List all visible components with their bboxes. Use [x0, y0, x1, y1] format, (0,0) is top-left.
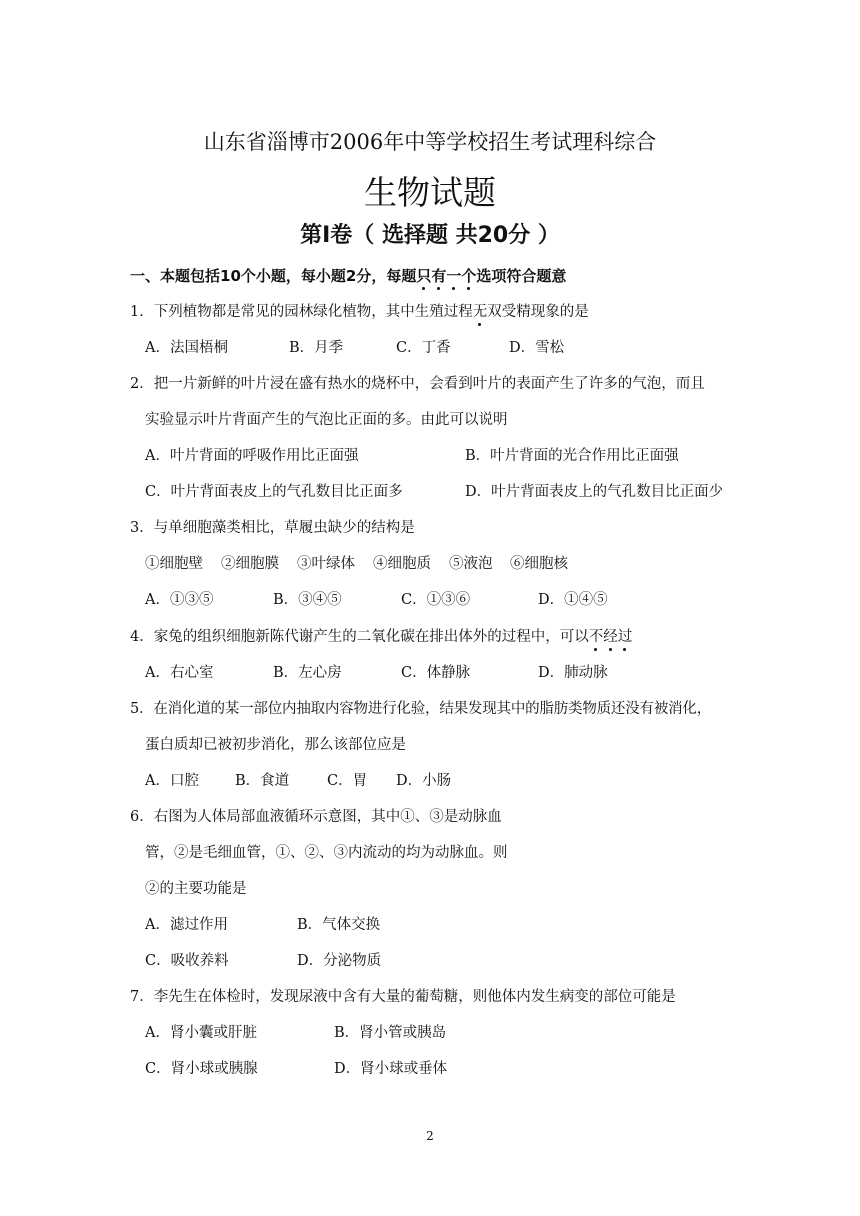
question-7-stem: 7．李先生在体检时，发现尿液中含有大量的葡萄糖，则他体内发生病变的部位可能是: [130, 989, 676, 1005]
q4-option-b: B．左心房: [273, 665, 342, 681]
question-1-stem: [130, 302, 589, 322]
q3-item-5: ⑤液泡: [449, 556, 493, 572]
q1-option-d: D．雪松: [509, 340, 565, 356]
emphasis-char: 有: [431, 267, 447, 285]
question-6-stem-line2: 管，②是毛细血管，①、②、③内流动的均为动脉血。则: [145, 845, 508, 861]
q6-option-b: B．气体交换: [297, 917, 381, 933]
q3-item-4: ④细胞质: [373, 556, 431, 572]
question-4-stem: [130, 627, 632, 647]
q3-item-3: ③叶绿体: [297, 556, 355, 572]
q1-option-a: A．法国梧桐: [145, 340, 228, 356]
section-title: 第Ⅰ卷（ 选择题 共20分 ）: [300, 223, 560, 248]
q3-item-6: ⑥细胞核: [510, 556, 568, 572]
q4-option-c: C．体静脉: [401, 665, 471, 681]
q4-option-d: D．肺动脉: [538, 665, 608, 681]
section-intro: [130, 266, 566, 286]
q3-item-1: ①细胞壁: [145, 556, 203, 572]
question-3-stem: 3．与单细胞藻类相比，草履虫缺少的结构是: [130, 520, 415, 536]
exam-title: 山东省淄博市2006年中等学校招生考试理科综合: [203, 130, 657, 154]
q5-option-d: D．小肠: [396, 773, 452, 789]
emphasis-char: 过: [617, 629, 633, 645]
emphasis-char: 一: [446, 267, 462, 285]
q3-option-c: C．①③⑥: [401, 592, 471, 608]
q7-option-b: B．肾小管或胰岛: [334, 1025, 447, 1041]
q3-option-d: D．①④⑤: [538, 592, 608, 608]
q5-option-b: B．食道: [235, 773, 290, 789]
question-2-stem-line2: 实验显示叶片背面产生的气泡比正面的多。由此可以说明: [145, 412, 508, 428]
q6-option-c: C．吸收养料: [145, 953, 229, 969]
q4-option-a: A．右心室: [145, 665, 214, 681]
q5-option-c: C．胃: [327, 773, 368, 789]
q2-option-b: B．叶片背面的光合作用比正面强: [465, 448, 679, 464]
question-2-stem-line1: 2．把一片新鲜的叶片浸在盛有热水的烧杯中，会看到叶片的表面产生了许多的气泡，而且: [130, 376, 705, 392]
emphasis-char: 经: [603, 629, 618, 645]
q3-option-b: B．③④⑤: [273, 592, 342, 608]
q5-option-a: A．口腔: [145, 773, 199, 789]
q2-option-d: D．叶片背面表皮上的气孔数目比正面少: [465, 484, 724, 500]
stem-text: 1．下列植物都是常见的园林绿化植物，其中生殖过程: [130, 304, 473, 320]
page-number: 2: [426, 1129, 434, 1143]
q1-option-c: C．丁香: [396, 340, 451, 356]
question-5-stem-line2: 蛋白质却已被初步消化，那么该部位应是: [145, 737, 406, 753]
question-6-stem-line3: ②的主要功能是: [145, 881, 247, 897]
q6-option-d: D．分泌物质: [297, 953, 382, 969]
q2-option-a: A．叶片背面的呼吸作用比正面强: [145, 448, 359, 464]
section-intro-post: 选项符合题意: [476, 267, 567, 285]
emphasis-char: 无: [472, 304, 488, 320]
q3-option-a: A．①③⑤: [145, 592, 214, 608]
stem-text: 4．家兔的组织细胞新陈代谢产生的二氧化碳在排出体外的过程中，可以: [130, 629, 589, 645]
subject-title: 生物试题: [364, 173, 496, 212]
q7-option-a: A．肾小囊或肝脏: [145, 1025, 257, 1041]
emphasis-char: 只: [416, 267, 432, 285]
q2-option-c: C．叶片背面表皮上的气孔数目比正面多: [145, 484, 403, 500]
q6-option-a: A．滤过作用: [145, 917, 228, 933]
question-5-stem-line1: 5．在消化道的某一部位内抽取内容物进行化验，结果发现其中的脂肪类物质还没有被消化，: [130, 701, 712, 717]
q3-item-2: ②细胞膜: [221, 556, 279, 572]
q7-option-c: C．肾小球或胰腺: [145, 1061, 258, 1077]
emphasis-char: 个: [461, 267, 477, 285]
q7-option-d: D．肾小球或垂体: [334, 1061, 448, 1077]
stem-text: 双受精现象的是: [487, 304, 589, 320]
emphasis-char: 不: [588, 629, 604, 645]
question-6-stem-line1: 6．右图为人体局部血液循环示意图，其中①、③是动脉血: [130, 809, 502, 825]
section-intro-pre: 一、本题包括10个小题，每小题2分，每题: [130, 267, 417, 285]
q1-option-b: B．月季: [289, 340, 344, 356]
